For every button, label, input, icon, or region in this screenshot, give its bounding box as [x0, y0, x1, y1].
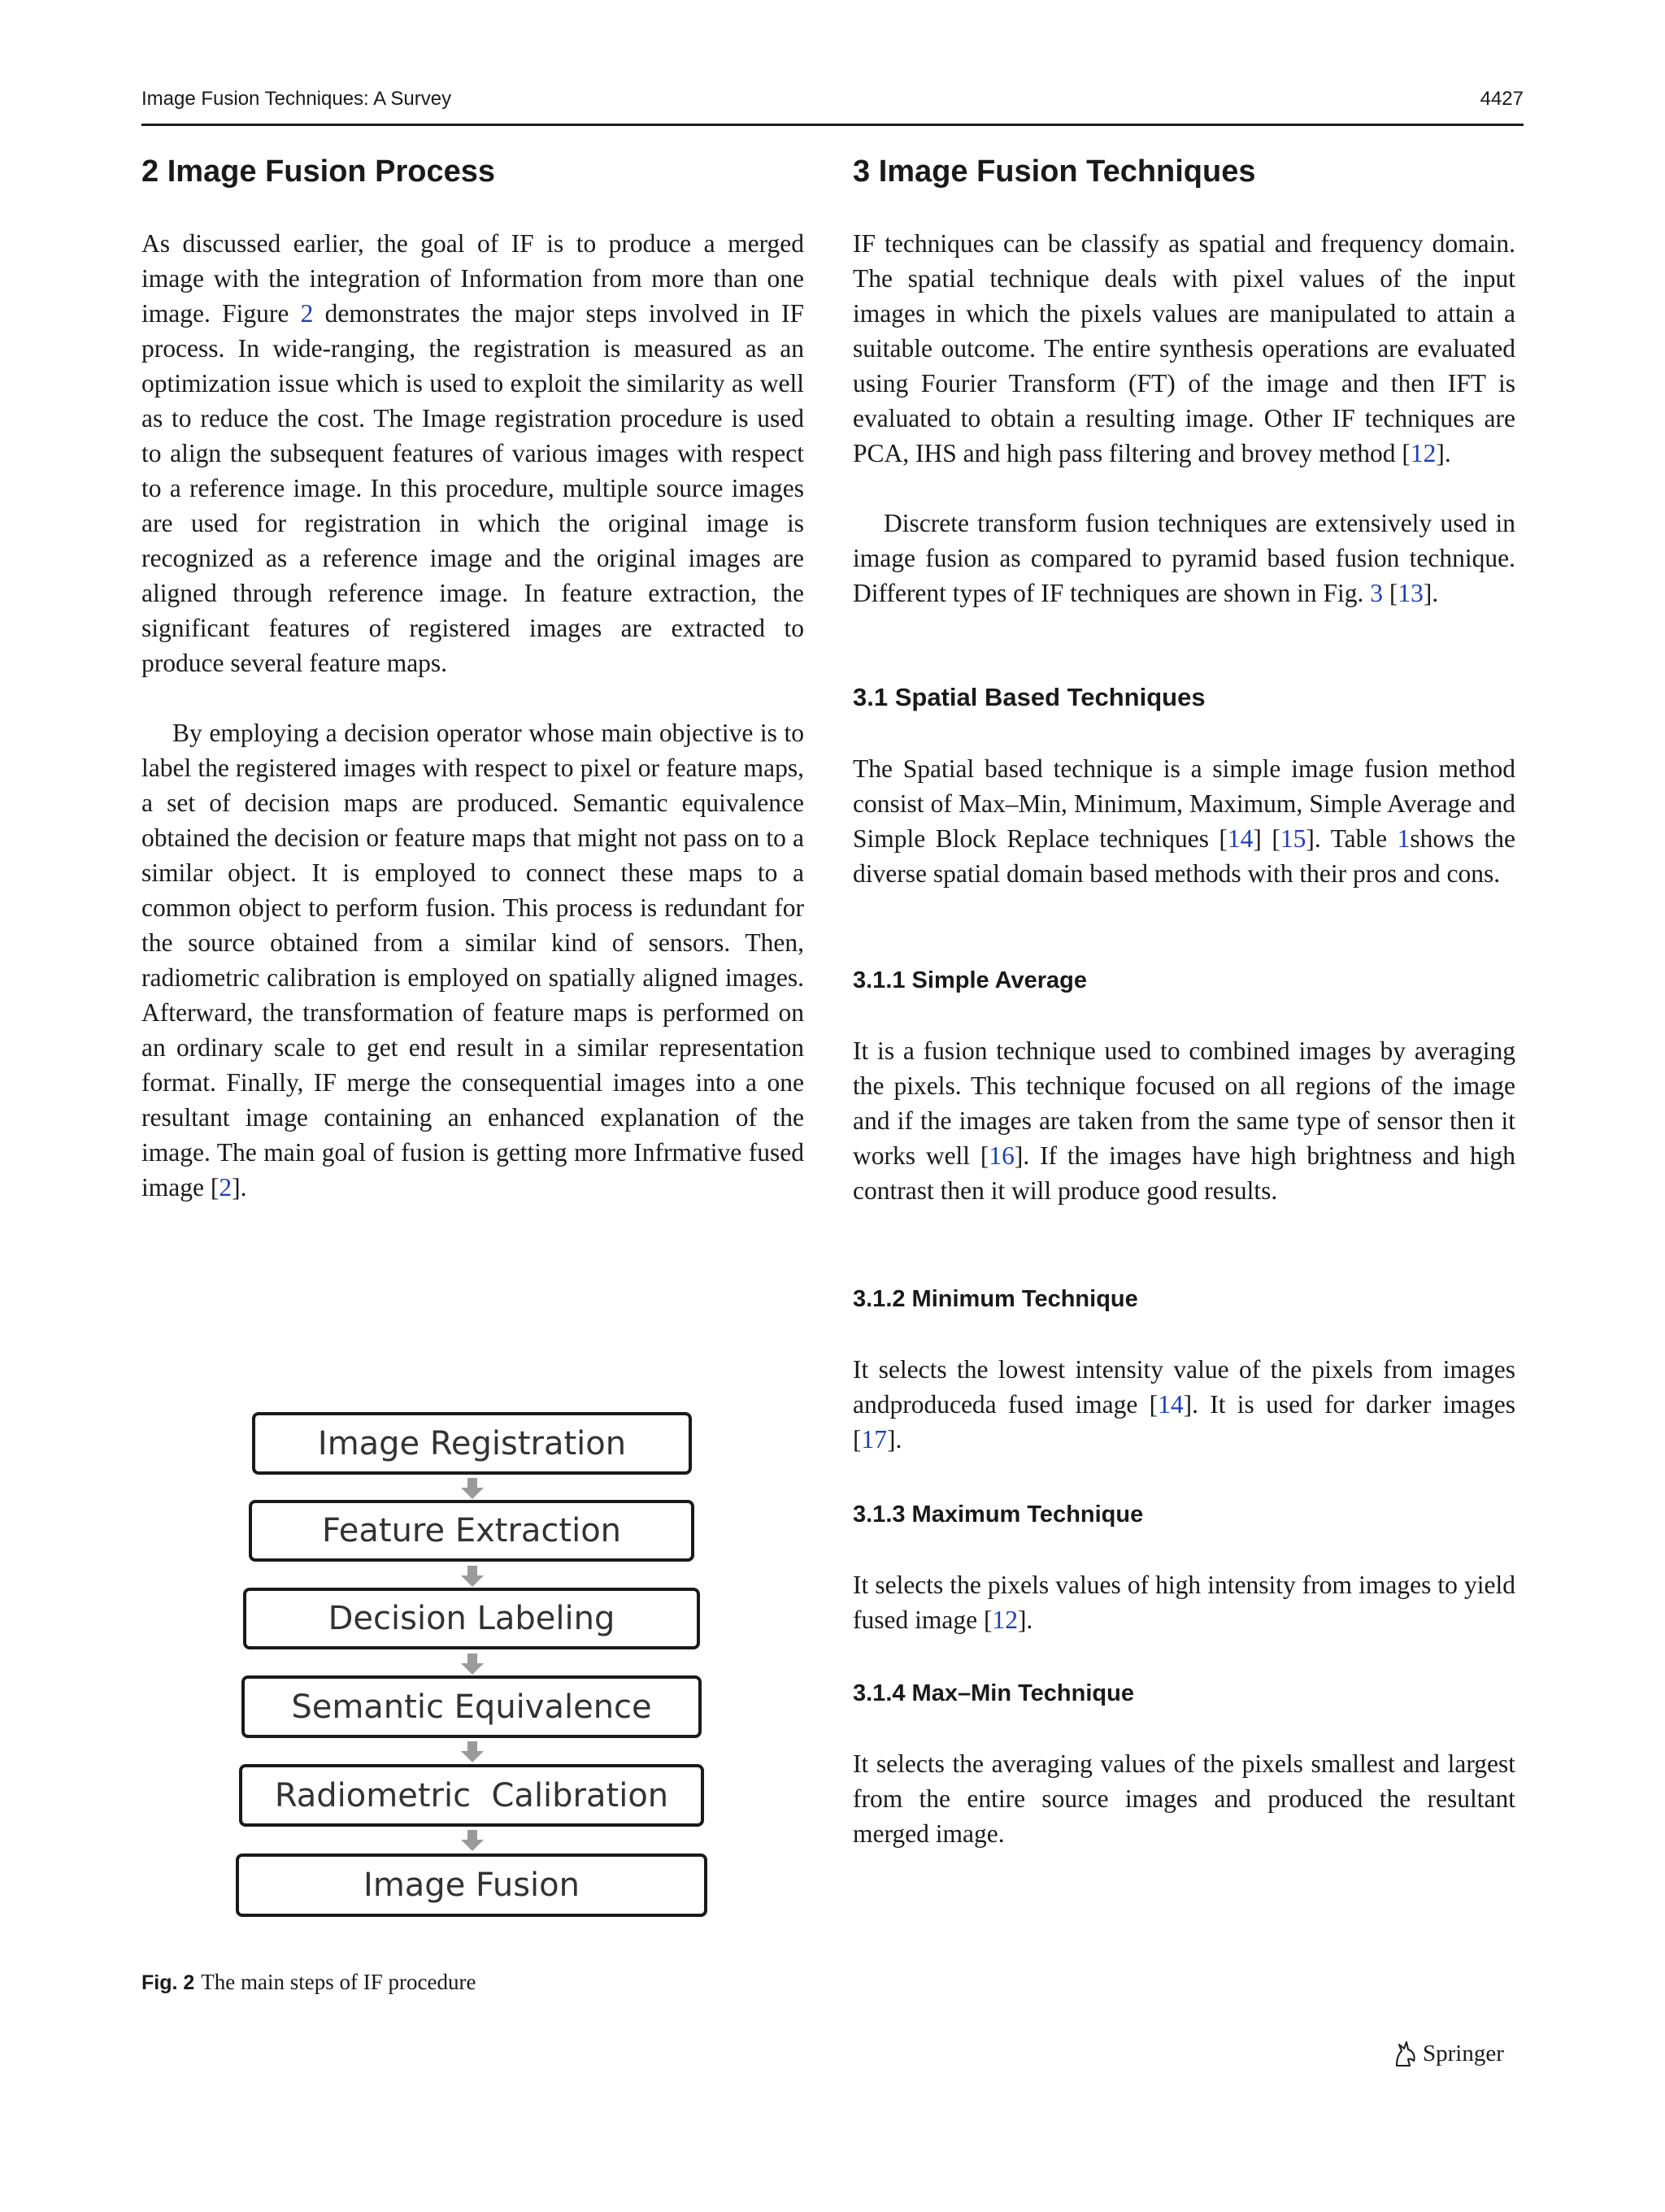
down-arrow-icon: [461, 1478, 484, 1499]
section-3-1-1-paragraph: [853, 1033, 1515, 1208]
citation-link[interactable]: 12: [992, 1606, 1018, 1634]
citation-link[interactable]: 1: [1397, 824, 1411, 853]
figure-caption-text: The main steps of IF procedure: [201, 1970, 476, 1994]
citation-link[interactable]: 14: [1158, 1390, 1184, 1419]
text-run: ]. It is used for darker images [: [853, 1390, 1515, 1454]
section-3-1-2-heading: 3.1.2 Minimum Technique: [853, 1286, 1138, 1312]
citation-link[interactable]: 2: [219, 1173, 233, 1202]
page-number: 4427: [1480, 88, 1524, 110]
text-run: It is a fusion technique used to combined images by averaging the pixels. This technique focused on all regions of the image and if the images are taken from the same type of sensor then it works well [: [853, 1036, 1515, 1170]
flow-step-feature-extraction: Feature Extraction: [249, 1500, 694, 1562]
text-run: It selects the pixels values of high intensity from images to yield fused image [: [853, 1571, 1515, 1634]
flow-step-image-fusion: Image Fusion: [236, 1853, 707, 1917]
citation-link[interactable]: 13: [1398, 579, 1424, 607]
text-run: It selects the averaging values of the pixels smallest and largest from the entire source images and produced the resultant merged image.: [853, 1749, 1515, 1848]
citation-link[interactable]: 14: [1227, 824, 1254, 853]
figure-2-caption: [141, 1970, 476, 1995]
citation-link[interactable]: 15: [1280, 824, 1306, 853]
section-3-1-3-heading: 3.1.3 Maximum Technique: [853, 1501, 1144, 1528]
text-run: The Spatial based technique is a simple image fusion method consist of Max–Min, Minimum, Maximum, Simple Average and Simple Block Replace techniques [: [853, 754, 1515, 853]
section-3-1-4-heading: 3.1.4 Max–Min Technique: [853, 1680, 1134, 1706]
text-run: ].: [887, 1425, 902, 1454]
down-arrow-icon: [461, 1830, 484, 1851]
section-3-1-4-paragraph: [853, 1746, 1515, 1851]
publisher-name: Springer: [1423, 2040, 1504, 2066]
running-head: [141, 85, 1524, 126]
text-run: ].: [1017, 1606, 1033, 1634]
text-run: demonstrates the major steps involved in IF process. In wide-ranging, the registration is measured as an optimization issue which is used to exploit the similarity as well as to reduce the cost. The Image registration procedure is used to align the subsequent features of various images with respect to a reference image. In this procedure, multiple source images are used for registration in which the original image is recognized as a reference image and the original images are aligned through reference image. In feature extraction, the significant features of registered images are extracted to produce several feature maps.: [141, 299, 804, 677]
citation-link[interactable]: 3: [1370, 579, 1384, 607]
text-run: shows the diverse spatial domain based methods with their pros and cons.: [853, 824, 1516, 888]
section-3-1-2-paragraph: [853, 1352, 1515, 1457]
section-3-paragraph-2: [853, 506, 1515, 611]
section-3-1-heading: 3.1 Spatial Based Techniques: [853, 683, 1206, 711]
text-run: ]. If the images have high brightness and high contrast then it will produce good results.: [853, 1141, 1515, 1205]
text-run: ].: [1436, 439, 1451, 467]
citation-link[interactable]: 12: [1410, 439, 1437, 467]
citation-link[interactable]: 2: [300, 299, 314, 328]
section-3-1-paragraph: [853, 751, 1515, 891]
section-3-paragraph-1: [853, 226, 1515, 471]
flow-step-radiometric-calibration: Radiometric Calibration: [239, 1764, 704, 1827]
springer-horse-icon: [1392, 2040, 1418, 2067]
text-run: ]. Table: [1306, 824, 1398, 853]
text-run: ].: [232, 1173, 247, 1202]
section-3-heading: 3 Image Fusion Techniques: [853, 154, 1256, 189]
text-run: By employing a decision operator whose main objective is to label the registered images with respect to pixel or feature maps, a set of decision maps are produced. Semantic equivalence obtained the decision or feature maps that might not pass on to a similar object. It is employed to connect these maps to a common object to perform fusion. This process is redundant for the source obtained from a similar kind of sensors. Then, radiometric calibration is employed on spatially aligned images. Afterward, the transformation of feature maps is performed on an ordinary scale to get end result in a similar representation format. Finally, IF merge the consequential images into a one resultant image containing an enhanced explanation of the image. The main goal of fusion is getting more Infrmative fused image [: [141, 719, 804, 1202]
flow-step-decision-labeling: Decision Labeling: [243, 1588, 700, 1649]
publisher-mark: [1392, 2037, 1504, 2070]
section-3-1-3-paragraph: [853, 1567, 1515, 1637]
citation-link[interactable]: 16: [989, 1141, 1015, 1170]
flow-step-image-registration: Image Registration: [252, 1412, 692, 1475]
down-arrow-icon: [461, 1741, 484, 1762]
flow-step-semantic-equivalence: Semantic Equivalence: [241, 1675, 702, 1738]
text-run: [: [1383, 579, 1398, 607]
down-arrow-icon: [461, 1654, 484, 1675]
citation-link[interactable]: 17: [861, 1425, 887, 1454]
down-arrow-icon: [461, 1566, 484, 1587]
text-run: Discrete transform fusion techniques are extensively used in image fusion as compared to pyramid based fusion technique. Different types of IF techniques are shown in Fig.: [853, 509, 1515, 607]
figure-caption-label: Fig. 2: [141, 1971, 195, 1994]
text-run: As discussed earlier, the goal of IF is to produce a merged image with the integration of Information from more than one image. Figure: [141, 229, 804, 328]
text-run: It selects the lowest intensity value of the pixels from images andproduceda fused image [: [853, 1355, 1515, 1419]
section-3-1-1-heading: 3.1.1 Simple Average: [853, 967, 1088, 993]
section-2-paragraph-2: [141, 715, 804, 1205]
text-run: ] [: [1253, 824, 1280, 853]
text-run: IF techniques can be classify as spatial and frequency domain. The spatial technique deals with pixel values of the input images in which the pixels values are manipulated to attain a suitable outcome. The entire synthesis operations are evaluated using Fourier Transform (FT) of the image and then IFT is evaluated to obtain a resulting image. Other IF techniques are PCA, IHS and high pass filtering and brovey method [: [853, 229, 1515, 467]
section-2-paragraph-1: [141, 226, 804, 680]
section-2-heading: 2 Image Fusion Process: [141, 154, 496, 189]
journal-title: Image Fusion Techniques: A Survey: [141, 88, 452, 110]
text-run: ].: [1423, 579, 1439, 607]
